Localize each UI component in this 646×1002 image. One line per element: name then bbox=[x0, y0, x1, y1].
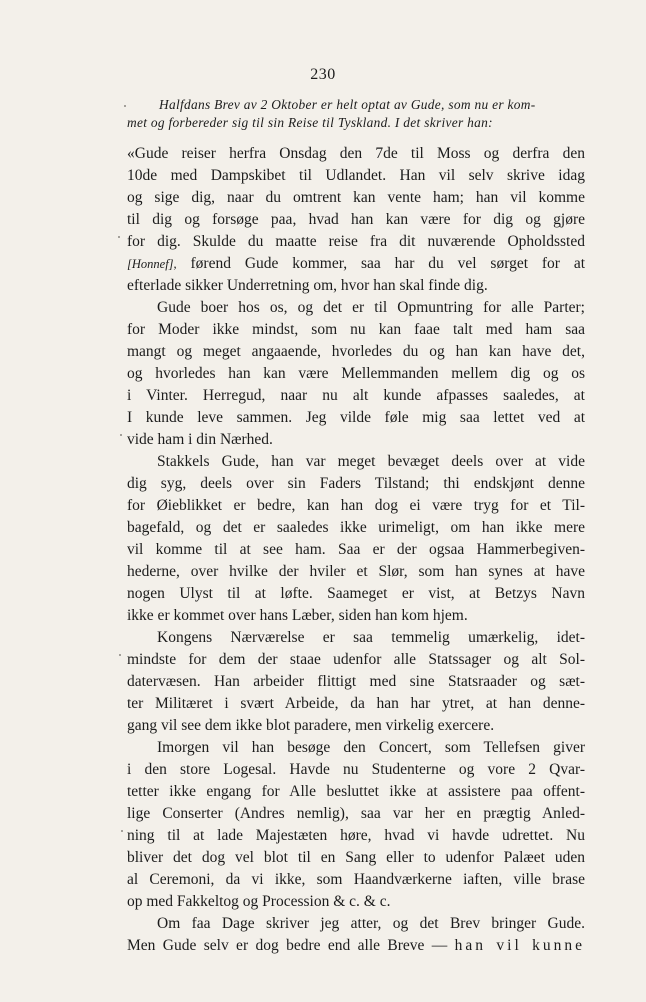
body-line: for Moder ikke mindst, som nu kan faae talt med ham saa bbox=[127, 321, 585, 338]
honnef-annotation: [Honnef], bbox=[127, 257, 177, 271]
body-line: op med Fakkeltog og Procession & c. & c. bbox=[127, 893, 391, 910]
body-line: nogen Ulyst til at løfte. Saameget er vist, at Betzys Navn bbox=[127, 585, 585, 602]
body-line: lige Conserter (Andres nemlig), saa var her en prægtig Anled- bbox=[127, 805, 585, 822]
body-line: al Ceremoni, da vi ikke, som Haandværkerne iaften, ville brase bbox=[127, 871, 585, 888]
speck bbox=[120, 434, 122, 436]
speck bbox=[118, 236, 120, 238]
body-line: for dig. Skulde du maatte reise fra dit nuværende Opholdssted bbox=[127, 233, 585, 250]
body-line: for Øieblikket er bedre, kan han dog ei være tryg for et Til- bbox=[127, 497, 585, 514]
body-line: «Gude reiser herfra Onsdag den 7de til Moss og derfra den bbox=[127, 145, 585, 162]
body-line: 10de med Dampskibet til Udlandet. Han vil selv skrive idag bbox=[127, 167, 585, 184]
speck bbox=[121, 830, 123, 832]
intro-line-2: met og forbereder sig til sin Reise til Tyskland. I det skriver han: bbox=[127, 115, 493, 130]
body-line: bliver det dog vel blot til en Sang eller to udenfor Palæet uden bbox=[127, 849, 585, 866]
body-line: vil komme til at see ham. Saa er der ogsaa Hammerbegiven- bbox=[127, 541, 585, 558]
paragraph-start: Kongens Nærværelse er saa temmelig umærkelig, idet- bbox=[157, 629, 585, 646]
body-line: I kunde leve sammen. Jeg vilde føle mig saa lettet ved at bbox=[127, 409, 585, 426]
body-line: ikke er kommet over hans Læber, siden han kom hjem. bbox=[127, 607, 468, 624]
closing-line bbox=[127, 935, 585, 957]
body-line: efterlade sikker Underretning om, hvor han skal finde dig. bbox=[127, 277, 488, 294]
closing-spaced-text: han vil kunne bbox=[454, 937, 586, 954]
body-line: i Vinter. Herregud, naar nu alt kunde afpasses saaledes, at bbox=[127, 387, 585, 404]
body-line: ning til at lade Majestæten høre, hvad vi havde udrettet. Nu bbox=[127, 827, 585, 844]
body-line: dig syg, deels over sin Faders Tilstand; thi endskjønt denne bbox=[127, 475, 585, 492]
body-line: gang vil see dem ikke blot paradere, men virkelig exercere. bbox=[127, 717, 495, 734]
body-line: mangt og meget angaaende, hvorledes du og han kan have det, bbox=[127, 343, 585, 360]
intro-line-1: Halfdans Brev av 2 Oktober er helt optat av Gude, som nu er kom- bbox=[159, 97, 536, 112]
body-line: bagefald, og det er saaledes ikke urimeligt, om han ikke mere bbox=[127, 519, 585, 536]
body-line: og hvorledes han kan være Mellemmanden mellem dig og os bbox=[127, 365, 585, 382]
body-line-honnef bbox=[127, 253, 585, 275]
paragraph-start: Gude boer hos os, og det er til Opmuntring for alle Parter; bbox=[157, 299, 585, 316]
body-line: tetter ikke engang for Alle besluttet ikke at assistere paa offent- bbox=[127, 783, 585, 800]
body-line: og sige dig, naar du omtrent kan vente ham; han vil komme bbox=[127, 189, 585, 206]
closing-text: Men Gude selv er dog bedre end alle Breve — bbox=[127, 937, 448, 954]
honnef-rest: førend Gude kommer, saa har du vel sørget for at bbox=[176, 255, 585, 272]
paragraph-start: Om faa Dage skriver jeg atter, og det Brev bringer Gude. bbox=[157, 915, 585, 932]
body-line: ter Militæret i svært Arbeide, da han har ytret, at han denne- bbox=[127, 695, 585, 712]
body-line: til dig og forsøge paa, hvad han kan være for dig og gjøre bbox=[127, 211, 585, 228]
body-line: vide ham i din Nærhed. bbox=[127, 431, 273, 448]
paragraph-start: Imorgen vil han besøge den Concert, som Tellefsen giver bbox=[157, 739, 585, 756]
body-line: hederne, over hvilke der hviler et Slør, som han synes at have bbox=[127, 563, 585, 580]
speck bbox=[119, 654, 121, 656]
paragraph-start: Stakkels Gude, han var meget bevæget deels over at vide bbox=[157, 453, 585, 470]
body-line: mindste for dem der staae udenfor alle Statssager og alt Sol- bbox=[127, 651, 585, 668]
body-line: datervæsen. Han arbeider flittigt med sine Statsraader og sæt- bbox=[127, 673, 585, 690]
body-line: i den store Logesal. Havde nu Studenterne og vore 2 Qvar- bbox=[127, 761, 585, 778]
page-number: 230 bbox=[310, 66, 336, 83]
speck bbox=[124, 105, 126, 107]
